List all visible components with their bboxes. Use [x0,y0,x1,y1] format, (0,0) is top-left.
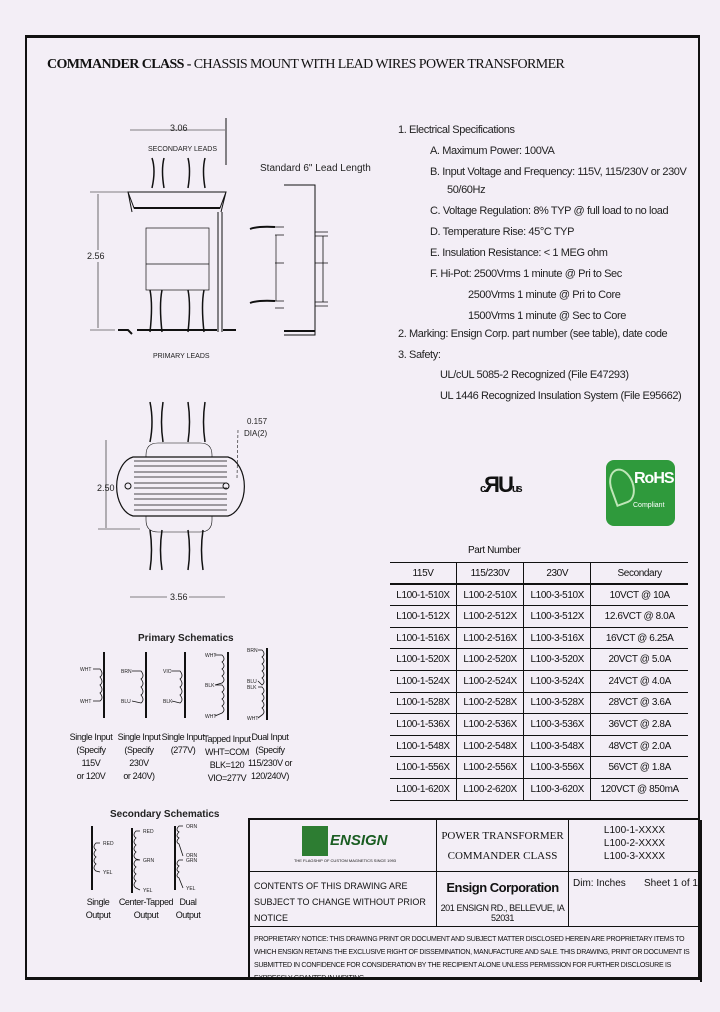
side-view-drawing [250,163,371,335]
svg-text:WHT: WHT [80,699,92,705]
table-cell: L100-3-536X [524,714,591,736]
table-cell: Secondary [591,563,688,585]
table-cell: 48VCT @ 2.0A [591,735,688,757]
svg-text:VIO: VIO [163,669,172,675]
svg-text:BLU: BLU [247,679,257,685]
svg-text:2.50: 2.50 [97,483,115,493]
table-row [390,778,688,800]
svg-text:WHT: WHT [205,653,217,659]
svg-text:Primary Schematics: Primary Schematics [138,633,234,644]
svg-text:ORN: ORN [186,853,198,859]
table-cell: 36VCT @ 2.8A [591,714,688,736]
table-cell: 120VCT @ 850mA [591,778,688,800]
table-row [390,757,688,779]
table-cell: L100-1-510X [390,584,457,606]
table-cell: L100-3-620X [524,778,591,800]
table-row [390,692,688,714]
primary-schematics [80,633,267,722]
table-header-row [390,563,688,585]
table-cell: L100-2-524X [457,670,524,692]
table-cell: L100-3-556X [524,757,591,779]
svg-text:BLK: BLK [247,685,257,691]
table-cell: L100-1-524X [390,670,457,692]
svg-text:BRN: BRN [121,669,132,675]
table-cell: L100-3-510X [524,584,591,606]
table-cell: L100-1-520X [390,649,457,671]
rohs-logo: RoHS Compliant [606,460,675,526]
table-cell: 10VCT @ 10A [591,584,688,606]
svg-text:PRIMARY LEADS: PRIMARY LEADS [153,353,210,360]
table-cell: 28VCT @ 3.6A [591,692,688,714]
secondary-caption-3: Dual Output [175,897,201,920]
table-cell: L100-3-524X [524,670,591,692]
table-cell: L100-2-548X [457,735,524,757]
page-title: COMMANDER CLASS - CHASSIS MOUNT WITH LEAD WIRES POWER TRANSFORMER [47,57,565,72]
table-cell: L100-2-556X [457,757,524,779]
svg-text:WHT: WHT [80,667,92,673]
part-series: L100-1-XXXX L100-2-XXXX L100-3-XXXX [569,820,702,872]
svg-text:RED: RED [103,841,114,847]
table-cell: L100-2-512X [457,606,524,628]
table-cell: L100-1-548X [390,735,457,757]
svg-text:WHT: WHT [247,716,259,722]
part-number-table [390,562,688,801]
table-cell: L100-2-520X [457,649,524,671]
primary-caption-3: Single Input (277V) [161,732,205,755]
bottom-view-drawing [97,402,268,602]
svg-text:3.56: 3.56 [170,592,188,602]
svg-text:SECONDARY LEADS: SECONDARY LEADS [148,146,217,153]
front-view-drawing [86,118,236,360]
svg-text:BLU: BLU [121,699,131,705]
table-cell: L100-1-536X [390,714,457,736]
svg-text:Secondary Schematics: Secondary Schematics [110,809,220,820]
primary-caption-5: Dual Input (Specify 115/230V or 120/240V) [248,732,292,781]
change-notice: CONTENTS OF THIS DRAWING ARE SUBJECT TO CHANGE WITHOUT PRIOR NOTICE [250,872,437,927]
secondary-schematics [92,809,220,894]
table-cell: 115V [390,563,457,585]
svg-text:BRN: BRN [247,648,258,654]
sheet-info: Dim: Inches Sheet 1 of 1 [569,872,702,927]
svg-text:YEL: YEL [186,886,196,892]
product-title: POWER TRANSFORMER COMMANDER CLASS [437,820,569,872]
width-dim: 3.06 [170,123,188,133]
svg-text:BLK: BLK [163,699,173,705]
table-cell: L100-1-556X [390,757,457,779]
secondary-caption-2: Center-Tapped Output [118,897,174,920]
table-cell: 115/230V [457,563,524,585]
title-block [248,818,700,980]
primary-caption-2: Single Input (Specify 230V or 240V) [117,732,161,781]
ensign-flag-icon [302,826,328,856]
company-info: Ensign Corporation 201 ENSIGN RD., BELLEVUE, IA 52031 [437,872,569,927]
table-cell: 20VCT @ 5.0A [591,649,688,671]
table-row [390,606,688,628]
svg-text:GRN: GRN [143,858,155,864]
primary-caption-1: Single Input (Specify 115V or 120V [69,732,113,781]
table-cell: L100-3-520X [524,649,591,671]
table-cell: 16VCT @ 6.25A [591,627,688,649]
svg-text:GRN: GRN [186,858,198,864]
table-cell: 12.6VCT @ 8.0A [591,606,688,628]
primary-caption-4: Tapped Input WHT=COM BLK=120 VIO=277V [203,734,251,783]
svg-text:WHT: WHT [205,714,217,720]
ensign-logo: ENSIGN THE FLAGSHIP OF CUSTOM MAGNETICS SINCE 1993 [250,820,437,872]
secondary-caption-1: Single Output [85,897,111,920]
table-cell: L100-1-620X [390,778,457,800]
table-cell: L100-1-516X [390,627,457,649]
table-cell: L100-3-512X [524,606,591,628]
table-cell: L100-3-516X [524,627,591,649]
table-cell: L100-2-620X [457,778,524,800]
svg-text:Standard 6" Lead Length: Standard 6" Lead Length [260,163,371,174]
svg-text:RED: RED [143,829,154,835]
table-cell: L100-2-536X [457,714,524,736]
table-row [390,735,688,757]
table-row [390,584,688,606]
table-cell: 24VCT @ 4.0A [591,670,688,692]
svg-text:0.157: 0.157 [247,417,268,426]
table-cell: L100-2-516X [457,627,524,649]
table-row [390,670,688,692]
svg-text:BLK: BLK [205,683,215,689]
table-cell: L100-3-528X [524,692,591,714]
table-row [390,649,688,671]
table-cell: L100-1-512X [390,606,457,628]
svg-text:YEL: YEL [103,870,113,876]
svg-text:YEL: YEL [143,888,153,894]
svg-text:DIA(2): DIA(2) [244,429,268,438]
svg-text:ORN: ORN [186,824,198,830]
svg-text:2.56: 2.56 [87,251,105,261]
table-cell: L100-3-548X [524,735,591,757]
table-cell: L100-2-510X [457,584,524,606]
table-row [390,627,688,649]
table-cell: L100-2-528X [457,692,524,714]
table-cell: L100-1-528X [390,692,457,714]
table-row [390,714,688,736]
ul-recognized-logo: cЯUus [480,472,521,497]
table-cell: 230V [524,563,591,585]
table-cell: 56VCT @ 1.8A [591,757,688,779]
proprietary-notice: PROPRIETARY NOTICE: THIS DRAWING PRINT OR DOCUMENT AND SUBJECT MATTER DISCLOSED HEREIN ARE PROPRIETARY ITEMS TO WHICH ENSIGN RETAINS THE EXCLUSIVE RIGHT OF DISSEMINATION, MANUFACTURE AND SALE. THIS DRAWING, PRINT OR DOCUMENT IS SUBMITTED IN CONFIDENCE FOR CONSIDERATION BY THE RECIPIENT ALONE UNLESS PERMISSION FOR FURTHER DISCLOSURE IS EXPRESSLY GRANTED IN WRITING [250,927,702,982]
table-caption: Part Number [468,545,521,556]
